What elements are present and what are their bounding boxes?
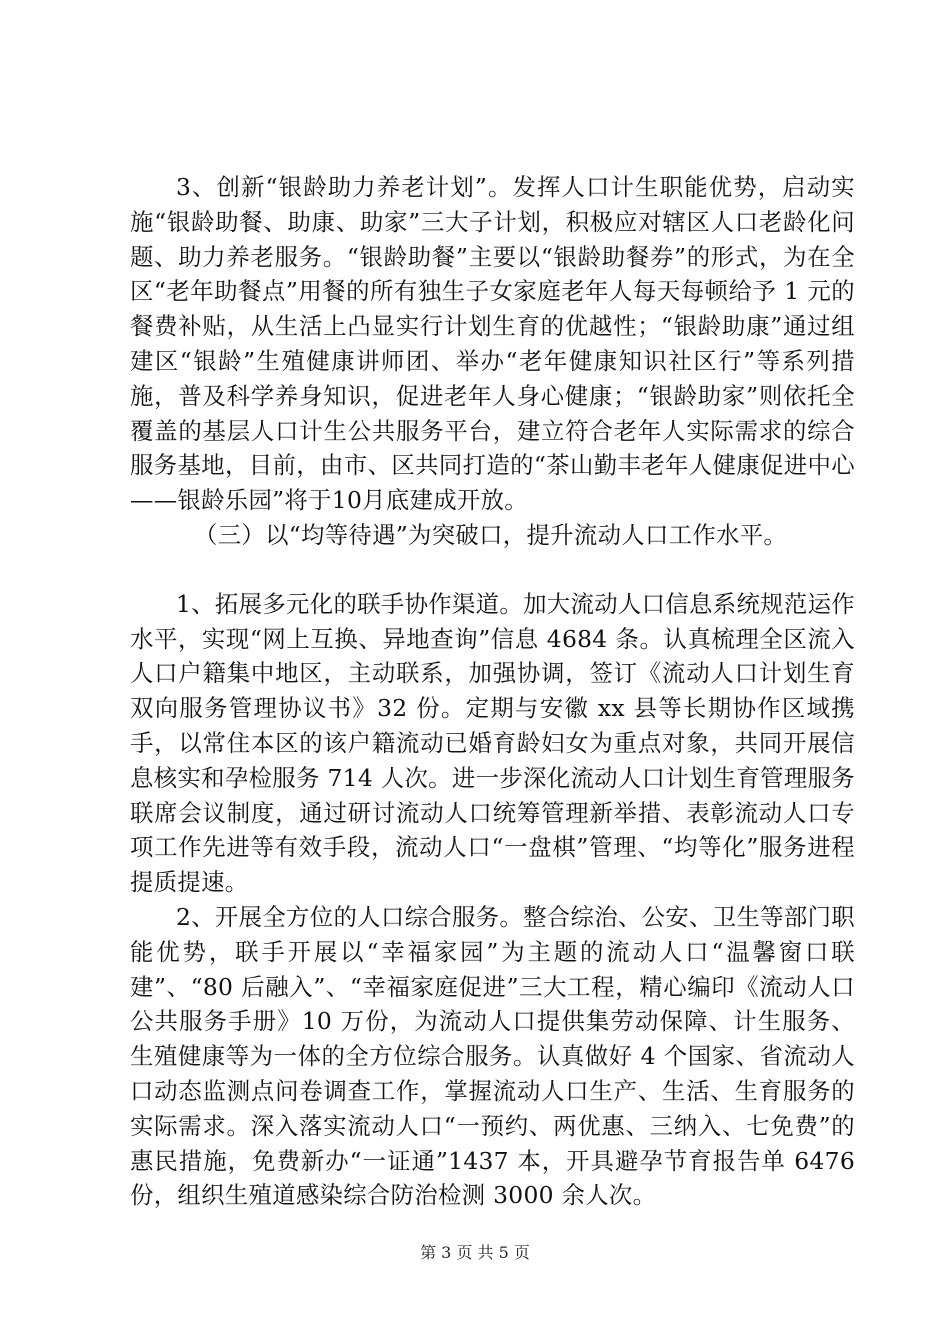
section-heading-floating-population: （三）以“均等待遇”为突破口，提升流动人口工作水平。 xyxy=(194,520,788,549)
paragraph-comprehensive-services: 2、开展全方位的人口综合服务。整合综治、公安、卫生等部门职能优势，联手开展以“幸福家园”为主题的流动人口“温馨窗口联建”、“80 后融入”、“幸福家庭促进”三大工程，精心编印《流动人口公共服务手册》10 万份，为流动人口提供集劳动保障、计生服务、生殖健康等为一体的全方位综合服务。认真做好 4 个国家、省流动人口动态监测点问卷调查工作，掌握流动人口生产、生活、生育服务的实际需求。深入落实流动人口“一预约、两优惠、三纳入、七免费”的惠民措施，免费新办“一证通”1437 本，开具避孕节育报告单 6476 份，组织生殖道感染综合防治检测 3000 余人次。 xyxy=(130,902,855,1210)
paragraph-silver-age-plan: 3、创新“银龄助力养老计划”。发挥人口计生职能优势，启动实施“银龄助餐、助康、助家”三大子计划，积极应对辖区人口老龄化问题、助力养老服务。“银龄助餐”主要以“银龄助餐券”的形式，为在全区“老年助餐点”用餐的所有独生子女家庭老年人每天每顿给予 1 元的餐费补贴，从生活上凸显实行计划生育的优越性；“银龄助康”通过组建区“银龄”生殖健康讲师团、举办“老年健康知识社区行”等系列措施，普及科学养身知识，促进老年人身心健康；“银龄助家”则依托全覆盖的基层人口计生公共服务平台，建立符合老年人实际需求的综合服务基地，目前，由市、区共同打造的“茶山勤丰老年人健康促进中心——银龄乐园”将于10月底建成开放。 xyxy=(130,173,855,515)
page-footer: 第 3 页 共 5 页 xyxy=(420,1243,530,1262)
paragraph-cooperation-channels: 1、拓展多元化的联手协作渠道。加大流动人口信息系统规范运作水平，实现“网上互换、异地查询”信息 4684 条。认真梳理全区流入人口户籍集中地区，主动联系，加强协调，签订《流动人口计划生育双向服务管理协议书》32 份。定期与安徽 xx 县等长期协作区域携手，以常住本区的该户籍流动已婚育龄妇女为重点对象，共同开展信息核实和孕检服务 714 人次。进一步深化流动人口计划生育管理服务联席会议制度，通过研讨流动人口统筹管理新举措、表彰流动人口专项工作先进等有效手段，流动人口“一盘棋”管理、“均等化”服务进程提质提速。 xyxy=(130,589,855,897)
document-body xyxy=(130,170,855,1213)
